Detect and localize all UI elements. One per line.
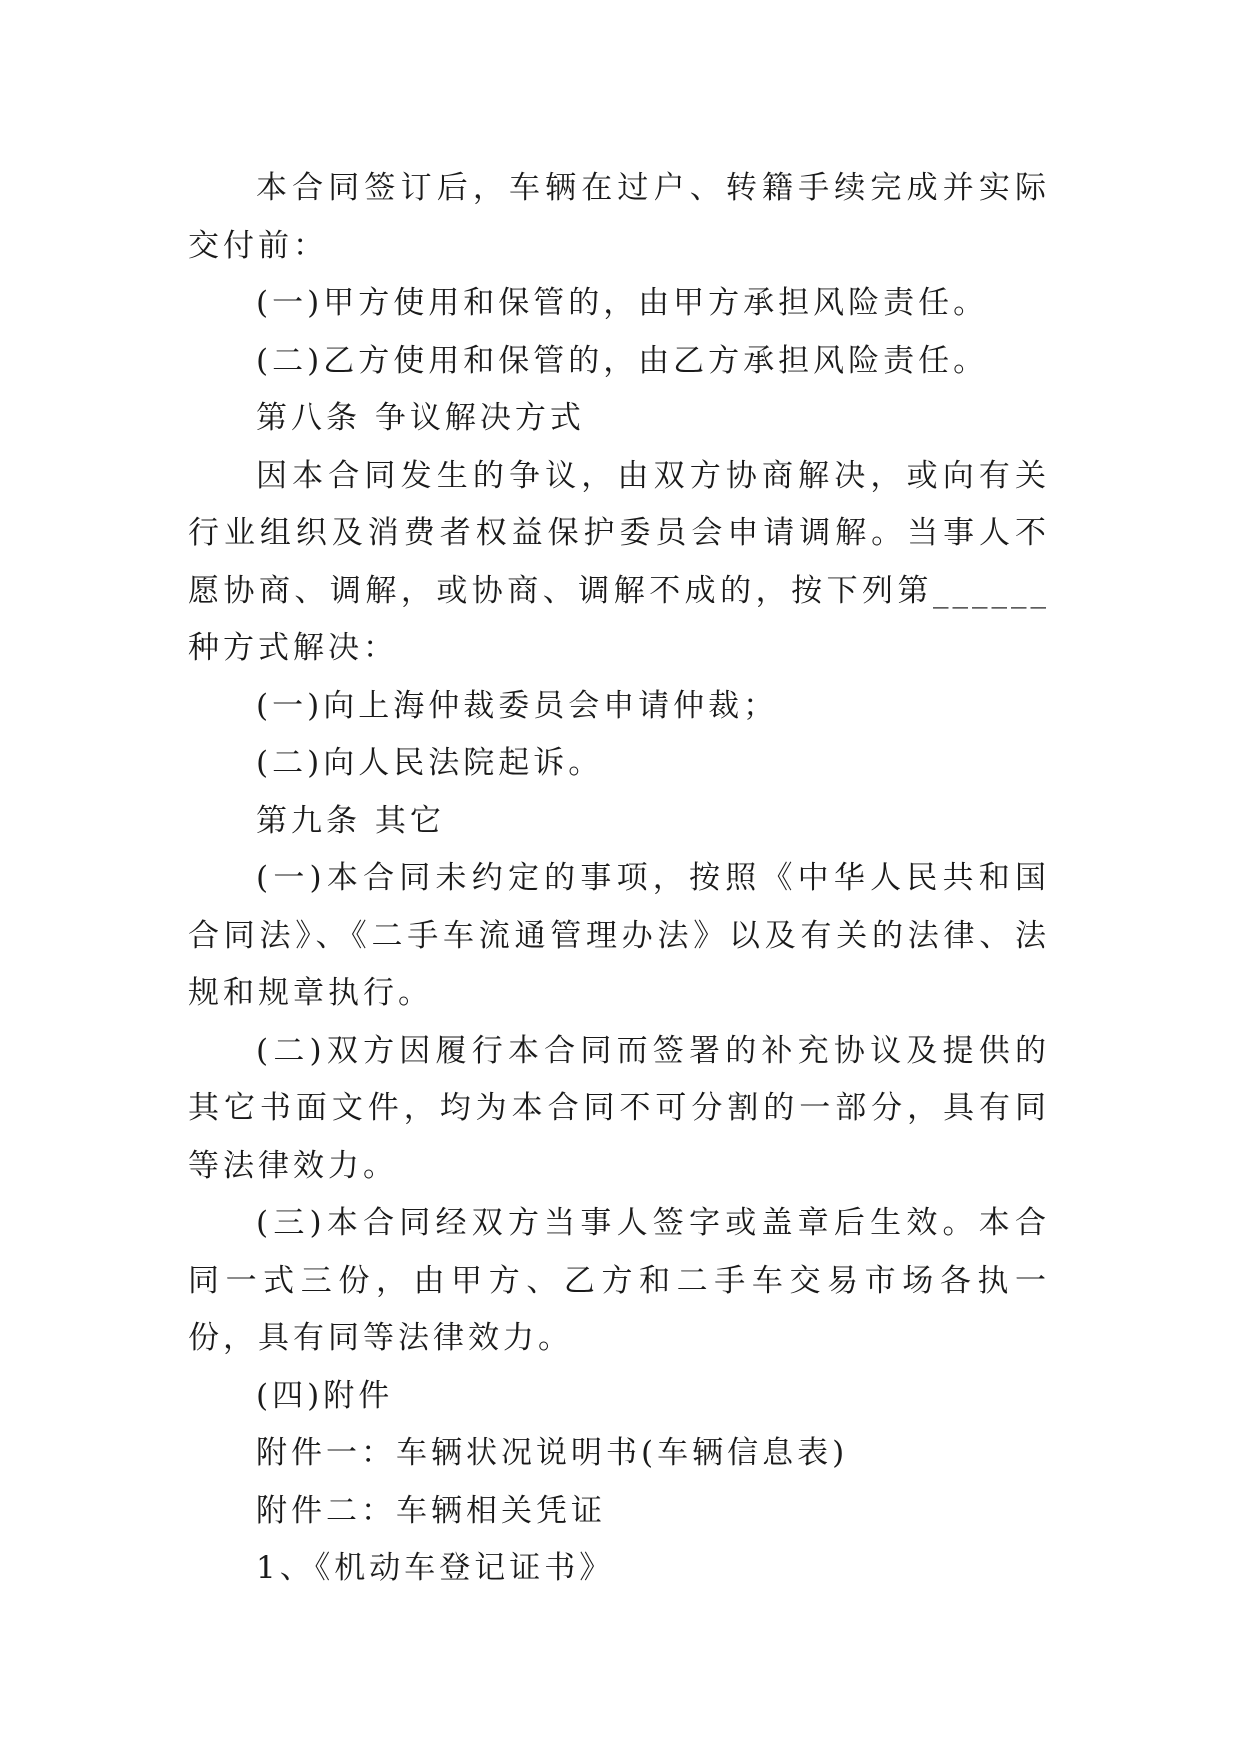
paragraph-attachment-1: 附件一：车辆状况说明书(车辆信息表): [256, 1435, 849, 1471]
paragraph-attachments-heading: (四)附件: [256, 1377, 394, 1414]
paragraph-other-2: (二)双方因履行本合同而签署的补充协议及提供的其它书面文件，均为本合同不可分割的一部分，具有同等法律效力。: [188, 1032, 1050, 1184]
article-8-heading: 第八条 争议解决方式: [256, 400, 585, 436]
paragraph-risk-party-b: (二)乙方使用和保管的，由乙方承担风险责任。: [256, 342, 989, 379]
article-9-heading: 第九条 其它: [256, 802, 445, 839]
paragraph-other-1: (一)本合同未约定的事项，按照《中华人民共和国合同法》、《二手车流通管理办法》以及有关的法律、法规和规章执行。: [188, 860, 1050, 1011]
document-body: [188, 160, 1050, 1598]
paragraph-risk-before-delivery: 本合同签订后，车辆在过户、转籍手续完成并实际交付前：: [188, 170, 1050, 264]
paragraph-litigation-option: (二)向人民法院起诉。: [256, 745, 604, 781]
paragraph-dispute-resolution: 因本合同发生的争议，由双方协商解决，或向有关行业组织及消费者权益保护委员会申请调解。当事人不愿协商、调解，或协商、调解不成的，按下列第______种方式解决：: [188, 457, 1050, 666]
paragraph-risk-party-a: (一)甲方使用和保管的，由甲方承担风险责任。: [256, 285, 989, 321]
paragraph-attachment-2-item-1: 1、《机动车登记证书》: [256, 1550, 615, 1586]
paragraph-arbitration-option: (一)向上海仲裁委员会申请仲裁；: [256, 687, 779, 724]
paragraph-attachment-2: 附件二：车辆相关凭证: [256, 1492, 606, 1529]
paragraph-other-3: (三)本合同经双方当事人签字或盖章后生效。本合同一式三份，由甲方、乙方和二手车交易市场各执一份，具有同等法律效力。: [188, 1205, 1050, 1356]
